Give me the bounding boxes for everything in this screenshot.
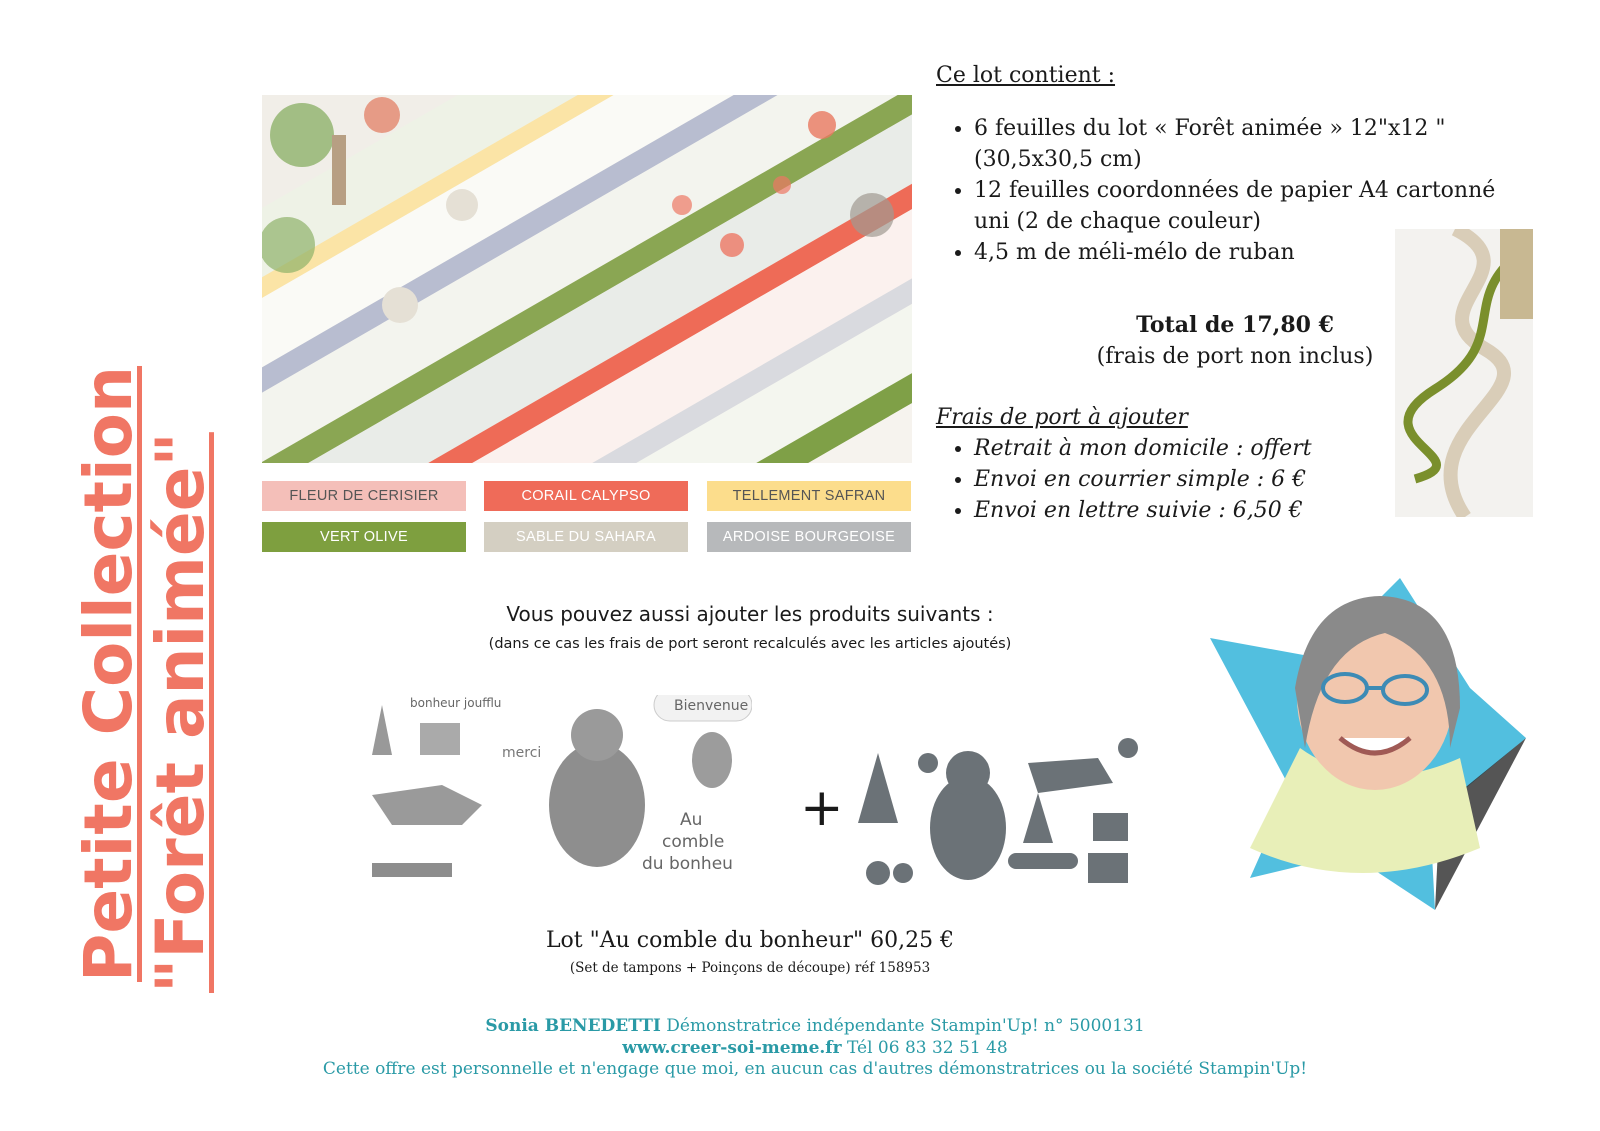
portrait-illustration bbox=[1210, 578, 1536, 932]
swatch-ardoise-bourgeoise: ARDOISE BOURGEOISE bbox=[707, 522, 911, 552]
list-item: • 6 feuilles du lot « Forêt animée » 12"x12 " (30,5x30,5 cm) bbox=[974, 113, 1484, 175]
total-block bbox=[1095, 310, 1375, 372]
footer-disclaimer: Cette offre est personnelle et n'engage que moi, en aucun cas d'autres démonstratrices ou la société Stampin'Up! bbox=[322, 1059, 1308, 1079]
swatch-fleur-de-cerisier: FLEUR DE CERISIER bbox=[262, 481, 466, 511]
swatch-sable-du-sahara: SABLE DU SAHARA bbox=[484, 522, 688, 552]
title-line-1: Petite Collection bbox=[70, 365, 147, 982]
stamp-word-6: du bonheu bbox=[642, 854, 733, 874]
designer-paper-image bbox=[262, 95, 912, 463]
plus-sign: + bbox=[800, 778, 844, 838]
swatch-vert-olive: VERT OLIVE bbox=[262, 522, 466, 552]
stamp-word-3: merci bbox=[502, 745, 542, 761]
footer-line-2 bbox=[300, 1038, 1330, 1060]
stamp-word-4: Au bbox=[680, 810, 703, 830]
stamp-word-5: comble bbox=[662, 832, 725, 852]
contents-heading: Ce lot contient : bbox=[936, 63, 1116, 88]
footer-phone: Tél 06 83 32 51 48 bbox=[841, 1037, 1008, 1058]
list-item: • Envoi en lettre suivie : 6,50 € bbox=[974, 495, 1356, 526]
list-item: • 4,5 m de méli-mélo de ruban bbox=[974, 237, 1536, 268]
list-item: • 12 feuilles coordonnées de papier A4 cartonné uni (2 de chaque couleur) bbox=[974, 175, 1534, 237]
footer bbox=[300, 1016, 1330, 1081]
lot-reference: (Set de tampons + Poinçons de découpe) réf 158953 bbox=[569, 960, 931, 976]
footer-role: Démonstratrice indépendante Stampin'Up! n° 5000131 bbox=[660, 1016, 1145, 1036]
shipping-heading: Frais de port à ajouter bbox=[936, 405, 1188, 430]
total-price: Total de 17,80 € bbox=[1136, 312, 1334, 338]
footer-line-1 bbox=[300, 1016, 1330, 1038]
title-line-2: "Forêt animée" bbox=[142, 432, 219, 993]
shipping-info bbox=[936, 402, 1356, 526]
swatch-tellement-safran: TELLEMENT SAFRAN bbox=[707, 481, 911, 511]
stamp-word-1: bonheur joufflu bbox=[410, 696, 502, 710]
stamp-word-2: Bienvenue bbox=[674, 698, 749, 714]
ribbon-image bbox=[1395, 229, 1533, 517]
list-item: • Retrait à mon domicile : offert bbox=[974, 433, 1356, 464]
footer-website-link[interactable]: www.creer-soi-meme.fr bbox=[622, 1037, 842, 1058]
total-note: (frais de port non inclus) bbox=[1096, 344, 1374, 369]
lot-contents bbox=[936, 60, 1536, 268]
footer-name: Sonia BENEDETTI bbox=[485, 1016, 661, 1036]
lot-title: Lot "Au comble du bonheur" 60,25 € bbox=[545, 928, 955, 953]
stamp-set-image bbox=[372, 695, 752, 895]
list-item: • Envoi en courrier simple : 6 € bbox=[974, 464, 1356, 495]
collection-title bbox=[60, 360, 220, 1000]
addons-subtitle: (dans ce cas les frais de port seront recalculés avec les articles ajoutés) bbox=[488, 636, 1012, 652]
dies-image bbox=[858, 733, 1143, 896]
swatch-corail-calypso: CORAIL CALYPSO bbox=[484, 481, 688, 511]
addons-title: Vous pouvez aussi ajouter les produits suivants : bbox=[506, 602, 994, 626]
